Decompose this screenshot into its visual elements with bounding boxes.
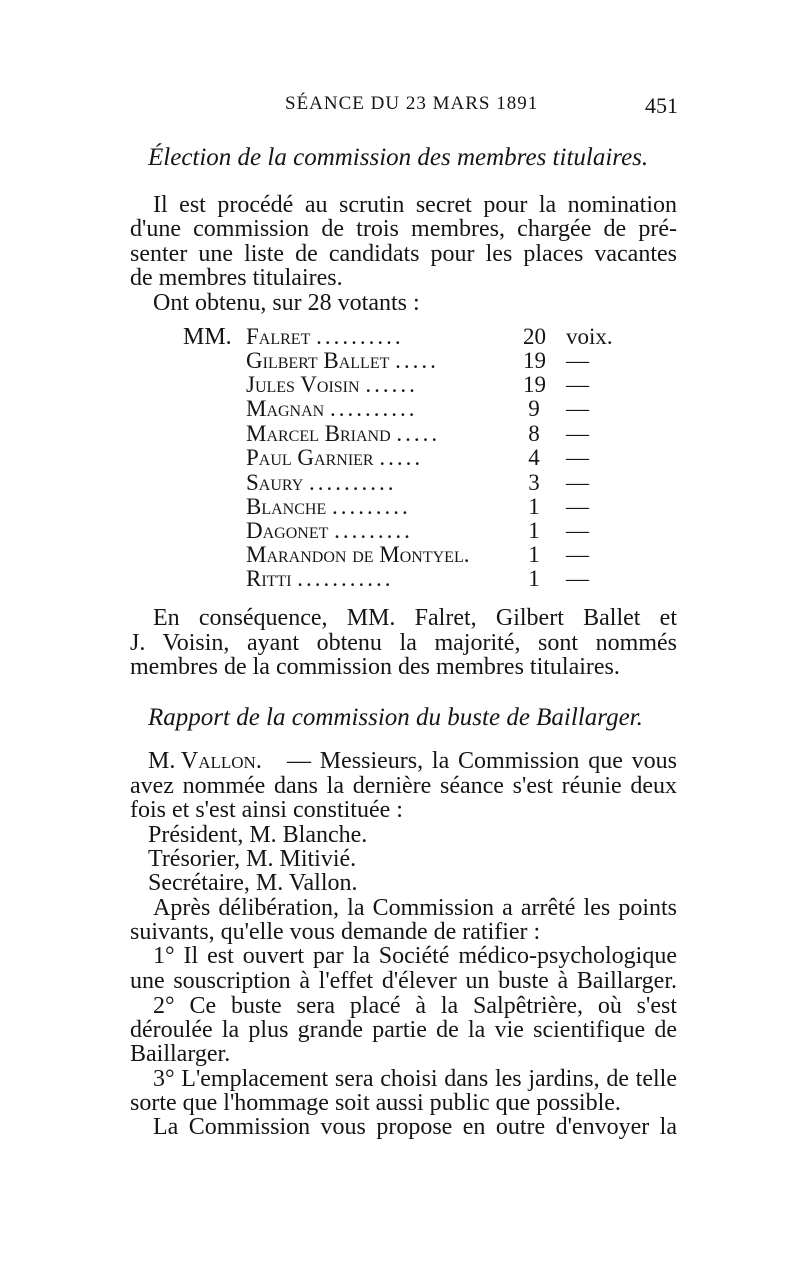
vote-count: 19 xyxy=(523,348,546,373)
paragraph-line: 2° Ce buste sera placé à la Salpêtrière, où s'est xyxy=(153,993,677,1019)
vote-unit: — xyxy=(566,396,589,421)
vote-count: 19 xyxy=(523,372,546,397)
paragraph-line: suivants, qu'elle vous demande de ratifier : xyxy=(130,919,541,945)
paragraph-line: d'une commission de trois membres, chargée de pré- xyxy=(130,216,677,242)
vote-name: Magnan .......... xyxy=(246,396,418,421)
vote-unit: — xyxy=(566,445,589,470)
vote-name: Ritti ........... xyxy=(246,566,394,591)
paragraph-line: J. Voisin, ayant obtenu la majorité, sont nommés xyxy=(130,630,677,656)
vote-unit: — xyxy=(566,372,589,397)
vote-unit: — xyxy=(566,421,589,446)
vote-name: Paul Garnier ..... xyxy=(246,445,424,470)
vote-unit: — xyxy=(566,494,589,519)
paragraph-line: une souscription à l'effet d'élever un buste à Baillarger. xyxy=(130,968,677,994)
page-number: 451 xyxy=(645,93,678,118)
paragraph-line: sorte que l'hommage soit aussi public que possible. xyxy=(130,1090,621,1116)
vote-unit: — xyxy=(566,542,589,567)
vote-name: Marandon de Montyel. xyxy=(246,542,473,567)
paragraph-line: 3° L'emplacement sera choisi dans les jardins, de telle xyxy=(153,1066,677,1092)
vote-unit: — xyxy=(566,518,589,543)
vote-count: 9 xyxy=(528,396,540,421)
paragraph-line: de membres titulaires. xyxy=(130,265,343,291)
vote-unit: — xyxy=(566,566,589,591)
vote-unit: — xyxy=(566,348,589,373)
vote-count: 4 xyxy=(528,445,540,470)
vote-name: Dagonet ......... xyxy=(246,518,413,543)
paragraph-line: membres de la commission des membres titulaires. xyxy=(130,654,620,680)
vote-count: 20 xyxy=(523,324,546,349)
section-heading-election: Élection de la commission des membres titulaires. xyxy=(148,144,649,171)
paragraph-line: En conséquence, MM. Falret, Gilbert Ballet et xyxy=(153,605,677,631)
paragraph-line: La Commission vous propose en outre d'envoyer la xyxy=(153,1114,677,1140)
vote-name: Jules Voisin ...... xyxy=(246,372,418,397)
section-heading-rapport: Rapport de la commission du buste de Baillarger. xyxy=(148,704,643,731)
running-title: SÉANCE DU 23 MARS 1891 xyxy=(285,93,539,114)
paragraph-line: avez nommée dans la dernière séance s'est réunie deux xyxy=(130,773,677,799)
vote-unit: — xyxy=(566,470,589,495)
votants-line: Ont obtenu, sur 28 votants : xyxy=(153,290,420,316)
vote-name: Saury .......... xyxy=(246,470,397,495)
paragraph-line: Baillarger. xyxy=(130,1041,231,1067)
paragraph-line: fois et s'est ainsi constituée : xyxy=(130,797,403,823)
mm-label: MM. xyxy=(183,324,232,350)
speaker-name: M. Vallon. xyxy=(148,748,262,774)
paragraph-line: Secrétaire, M. Vallon. xyxy=(148,870,358,896)
vote-count: 1 xyxy=(528,518,540,543)
vote-name: Gilbert Ballet ..... xyxy=(246,348,439,373)
paragraph-line: senter une liste de candidats pour les places vacantes xyxy=(130,241,677,267)
vote-count: 1 xyxy=(528,542,540,567)
paragraph-line: — Messieurs, la Commission que vous xyxy=(287,748,677,774)
vote-name: Falret .......... xyxy=(246,324,404,349)
vote-name: Blanche ......... xyxy=(246,494,411,519)
paragraph-line: Président, M. Blanche. xyxy=(148,822,368,848)
paragraph-line: 1° Il est ouvert par la Société médico-psychologique xyxy=(153,943,677,969)
vote-unit: voix. xyxy=(566,324,613,349)
paragraph-line: Trésorier, M. Mitivié. xyxy=(148,846,357,872)
vote-count: 3 xyxy=(528,470,540,495)
vote-count: 1 xyxy=(528,494,540,519)
paragraph-line: Il est procédé au scrutin secret pour la nomination xyxy=(153,192,677,218)
paragraph-line: Après délibération, la Commission a arrêté les points xyxy=(153,895,677,921)
vote-count: 1 xyxy=(528,566,540,591)
page-header xyxy=(130,93,678,123)
paragraph-line: déroulée la plus grande partie de la vie scientifique de xyxy=(130,1017,677,1043)
vote-name: Marcel Briand ..... xyxy=(246,421,441,446)
vote-count: 8 xyxy=(528,421,540,446)
